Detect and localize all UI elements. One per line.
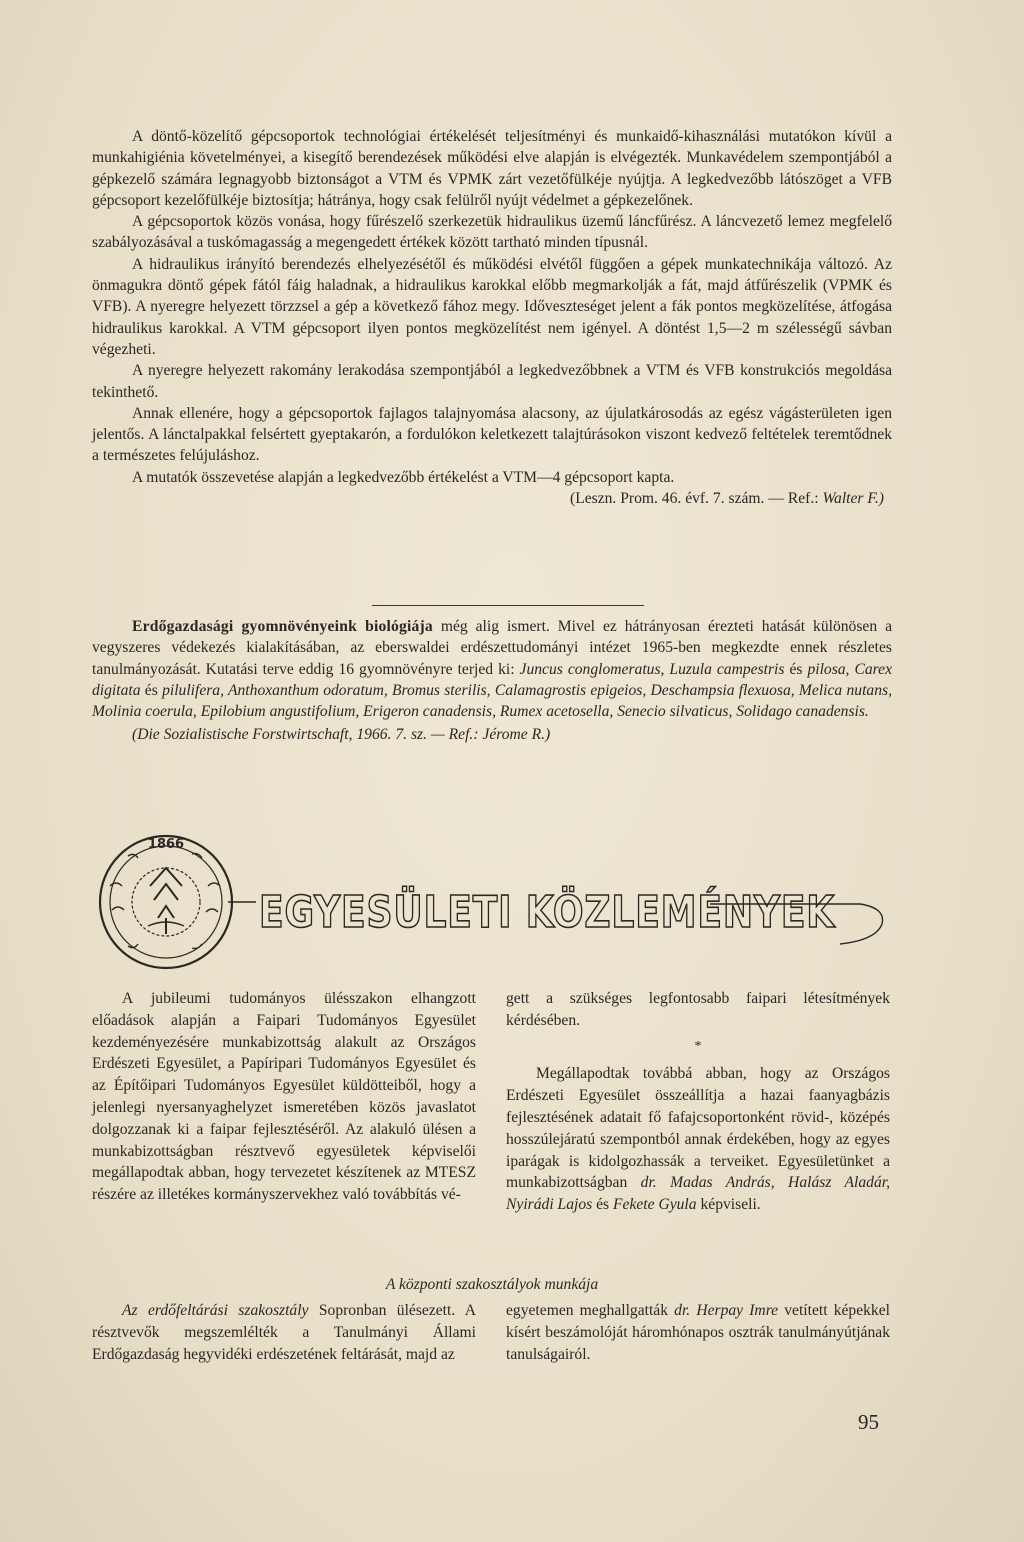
species-list: pilulifera, Anthoxanthum odoratum, Bromus sterilis, Calamagrostis epigeios, Deschampsia flexuosa, Melica nutans, Molinia coerula, Epilobium angustifolium, Erigeron canadensis, Rumex acetosella, Senecio silvaticus, Solidago canadensis. xyxy=(92,681,892,721)
banner-swoosh-icon xyxy=(710,898,890,946)
text-run: még alig ismert. Mivel ez hátrányosan érezteti hatását különösen a vegyszeres védekezés kialakításában, az eberswaldei erdészettudományi intézet 1965-ben megkezdte ennek részletes tanulmányozását. Kutatási terve eddig 16 gyomnövényre terjed ki: xyxy=(92,618,892,678)
species-list: Juncus conglomeratus, Luzula campestris xyxy=(519,660,785,678)
reference-author: Walter F.) xyxy=(822,490,884,508)
paragraph xyxy=(506,1063,890,1216)
seal-year-top: 1866 xyxy=(147,837,185,852)
society-seal-logo xyxy=(88,826,258,976)
lead-phrase: Erdőgazdasági gyomnövényeink biológiája xyxy=(132,618,433,635)
text-run: Sopronban ülésezett. A résztvevők megszemlélték a Tanulmányi Állami Erdőgazdaság hegyvidéki erdészetének feltárását, majd az xyxy=(92,1302,476,1363)
column-right-meeting xyxy=(506,988,890,1216)
text-run: és xyxy=(140,681,163,699)
seal-icon xyxy=(88,826,258,976)
paragraph: Annak ellenére, hogy a gépcsoportok fajlagos talajnyomása alacsony, az újulatkárosodás az egész vágásterületen igen jelentős. A lánctalpakkal felsértett gyeptakarón, a fordulókon keletkezett talajtúrásokon viszont kedvező feltételek teremtődnek a természetes felújuláshoz. xyxy=(92,404,892,465)
text-run: Megállapodtak továbbá abban, hogy az Országos Erdészeti Egyesület összeállítja a hazai faanyagbázis fejlesztésének adatait fő fafajcsoportonként rövid-, középés hosszúlejáratú szempontból annak érdekében, hogy az egyes iparágak is kidolgozhassák a terveiket. Egyesületünket a munkabizottságban xyxy=(506,1065,890,1192)
paragraph: A jubileumi tudományos ülésszakon elhangzott előadások alapján a Faipari Tudományos Egyesület kezdeményezésére munkabizottság alakult az Országos Erdészeti Egyesület, a Papíripari Tudományos Egyesület és az Építőipari Tudományos Egyesület küldötteiből, hogy a jelenlegi nyersanyaghelyzet ismeretében közös javaslatot dolgozzanak ki a faipar fejlesztéséről. Az alakuló ülésen a munkabizottságban résztvevő egyesületek képviselői megállapodtak abban, hogy tervezetet készítenek az MTESZ részére az illetékes kormányszervekhez való továbbítás vé- xyxy=(92,990,476,1204)
column-right-sections xyxy=(506,1300,890,1365)
paragraph: A döntő-közelítő gépcsoportok technológiai értékelését teljesítményi és munkaidő-kihasználási mutatókon kívül a munkahigiénia követelményei, a kisegítő berendezések működési elve alapján is elvégezték. Munkavédelem szempontjából a gépkezelő számára legnagyobb biztonságot a VTM és VPMK zárt vezetőfülkéje nyújtja. A legkedvezőbb látószöget a VFB gépcsoport kezelőfülkéje biztosítja; hátránya, hogy csak felülről nyújt védelmet a gépkezelőnek. xyxy=(92,128,892,209)
person-name: dr. Herpay Imre xyxy=(674,1302,779,1319)
paragraph xyxy=(506,1300,890,1365)
subsection-heading: A központi szakosztályok munkája xyxy=(385,1276,599,1293)
article-machine-groups xyxy=(92,126,892,509)
text-run: vetített képekkel kísért beszámolóját háromhónapos osztrák tanulmányútjának tanulságairól. xyxy=(506,1302,890,1363)
section-name: Az erdőfeltárási szakosztály xyxy=(122,1302,309,1319)
section-banner xyxy=(255,880,895,950)
paragraph xyxy=(92,616,892,722)
paragraph: A nyeregre helyezett rakomány lerakodása szempontjából a legkedvezőbbnek a VTM és VFB konstrukciós megoldása tekinthető. xyxy=(92,362,892,401)
paragraph: A gépcsoportok közös vonása, hogy fűrészelő szerkezetük hidraulikus üzemű láncfűrész. A láncvezető lemez megfelelő szabályozásával a tuskómagasság a megengedett értékek között tartható minden típusnál. xyxy=(92,213,892,252)
text-run: egyetemen meghallgatták xyxy=(506,1302,675,1319)
column-left-meeting xyxy=(92,988,476,1206)
column-left-sections xyxy=(92,1300,476,1365)
paragraph: A mutatók összevetése alapján a legkedvezőbb értékelést a VTM—4 gépcsoport kapta. xyxy=(132,468,675,486)
paragraph: A hidraulikus irányító berendezés elhelyezésétől és működési elvétől függően a gépek munkatechnikája változó. Az önmagukra döntő gépek fától fáig haladnak, a hidraulikus karokkal előbb megmarkolják a fát, majd átfűrészelik (VPMK és VFB). A nyeregre helyezett törzzsel a gép a következő fához megy. Időveszteséget jelent a fák pontos megközelítése, átfogása hidraulikus karokkal. A VTM gépcsoport ilyen pontos megközelítést nem igényel. A döntést 1,5—2 m szélességű sávban végezheti. xyxy=(92,255,892,358)
text-run: és xyxy=(592,1196,614,1214)
name-list: Fekete Gyula xyxy=(613,1196,697,1214)
name-list: dr. Madas András, Halász Aladár, Nyirádi Lajos xyxy=(506,1174,890,1214)
reference-line: (Die Sozialistische Forstwirtschaft, 1966. 7. sz. — Ref.: Jérome R.) xyxy=(132,726,551,744)
species-list: pilosa, Carex digitata xyxy=(92,660,892,699)
paragraph xyxy=(92,1300,476,1365)
paragraph: gett a szükséges legfontosabb faipari létesítmények kérdésében. xyxy=(506,990,890,1029)
text-run: és xyxy=(784,660,808,678)
text-run: képviseli. xyxy=(696,1196,761,1214)
page-number: 95 xyxy=(858,1410,879,1434)
section-title: EGYESÜLETI KÖZLEMÉNYEK xyxy=(259,887,836,938)
reference-line xyxy=(92,488,892,509)
reference-source: (Leszn. Prom. 46. évf. 7. szám. — Ref.: xyxy=(570,490,823,508)
article-weeds xyxy=(92,616,892,746)
section-asterisk: * xyxy=(694,1038,702,1054)
separator-rule xyxy=(372,605,644,606)
